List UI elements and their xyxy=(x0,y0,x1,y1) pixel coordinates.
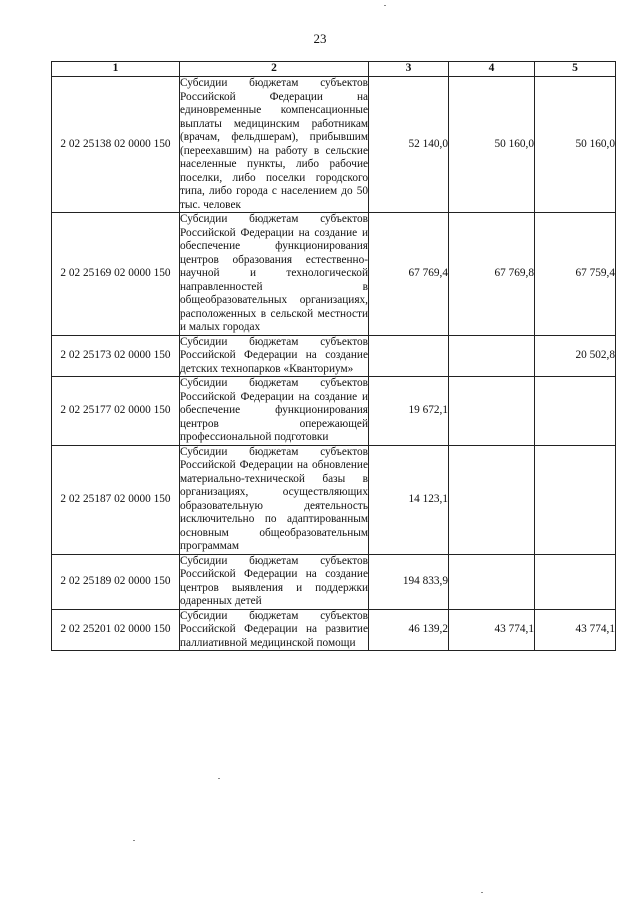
scan-speck xyxy=(218,778,220,779)
value-col-4: 50 160,0 xyxy=(449,77,535,213)
value-col-4 xyxy=(449,335,535,377)
table-row xyxy=(52,77,616,213)
header-row xyxy=(52,62,616,77)
scan-speck xyxy=(133,840,135,841)
table-row xyxy=(52,335,616,377)
value-col-4: 67 769,8 xyxy=(449,213,535,336)
value-col-3: 46 139,2 xyxy=(369,609,449,651)
value-col-5 xyxy=(535,554,616,609)
budget-code: 2 02 25173 02 0000 150 xyxy=(52,335,180,377)
page-number: 23 xyxy=(313,31,327,46)
header-col-4: 4 xyxy=(449,62,535,77)
budget-code: 2 02 25138 02 0000 150 xyxy=(52,77,180,213)
budget-code: 2 02 25177 02 0000 150 xyxy=(52,377,180,446)
budget-code: 2 02 25189 02 0000 150 xyxy=(52,554,180,609)
description: Субсидии бюджетам субъектов Российской Федерации на создание и обеспечение функционирования центров образования естественно-научной и технологической направленностей в общеобразовательных организациях, расположенных в сельской местности и малых городах xyxy=(180,213,368,333)
description: Субсидии бюджетам субъектов Российской Федерации на создание детских технопарков «Кванториум» xyxy=(180,335,368,375)
value-col-3: 14 123,1 xyxy=(369,445,449,554)
value-col-3: 194 833,9 xyxy=(369,554,449,609)
value-col-3: 67 769,4 xyxy=(369,213,449,336)
header-col-1: 1 xyxy=(52,62,180,77)
value-col-4 xyxy=(449,445,535,554)
value-col-5: 43 774,1 xyxy=(535,609,616,651)
budget-table xyxy=(51,61,616,651)
table-row xyxy=(52,554,616,609)
budget-code: 2 02 25187 02 0000 150 xyxy=(52,445,180,554)
header-col-2: 2 xyxy=(180,62,369,77)
scan-speck xyxy=(384,5,386,6)
description: Субсидии бюджетам субъектов Российской Федерации на развитие паллиативной медицинской помощи xyxy=(180,609,368,649)
value-col-3: 52 140,0 xyxy=(369,77,449,213)
description: Субсидии бюджетам субъектов Российской Федерации на единовременные компенсационные выплаты медицинским работникам (врачам, фельдшерам), прибывшим (переехавшим) на работу в сельские населенные пункты, либо рабочие поселки, либо поселки городского типа, либо города с населением до 50 тыс. человек xyxy=(180,77,368,211)
value-col-4 xyxy=(449,377,535,446)
scan-speck xyxy=(481,892,483,893)
table-row xyxy=(52,213,616,336)
value-col-4 xyxy=(449,554,535,609)
description: Субсидии бюджетам субъектов Российской Федерации на обновление материально-технической базы в организациях, осуществляющих образовательную деятельность исключительно по адаптированным основным общеобразовательным программам xyxy=(180,445,368,552)
value-col-5: 20 502,8 xyxy=(535,335,616,377)
description: Субсидии бюджетам субъектов Российской Федерации на создание центров выявления и поддержки одаренных детей xyxy=(180,554,368,607)
table-row xyxy=(52,377,616,446)
value-col-3 xyxy=(369,335,449,377)
value-col-5 xyxy=(535,377,616,446)
description: Субсидии бюджетам субъектов Российской Федерации на создание и обеспечение функционирования центров опережающей профессиональной подготовки xyxy=(180,377,368,443)
value-col-4: 43 774,1 xyxy=(449,609,535,651)
value-col-5: 50 160,0 xyxy=(535,77,616,213)
header-col-5: 5 xyxy=(535,62,616,77)
table-row xyxy=(52,445,616,554)
table-row xyxy=(52,609,616,651)
budget-code: 2 02 25169 02 0000 150 xyxy=(52,213,180,336)
value-col-5 xyxy=(535,445,616,554)
value-col-5: 67 759,4 xyxy=(535,213,616,336)
value-col-3: 19 672,1 xyxy=(369,377,449,446)
header-col-3: 3 xyxy=(369,62,449,77)
budget-code: 2 02 25201 02 0000 150 xyxy=(52,609,180,651)
